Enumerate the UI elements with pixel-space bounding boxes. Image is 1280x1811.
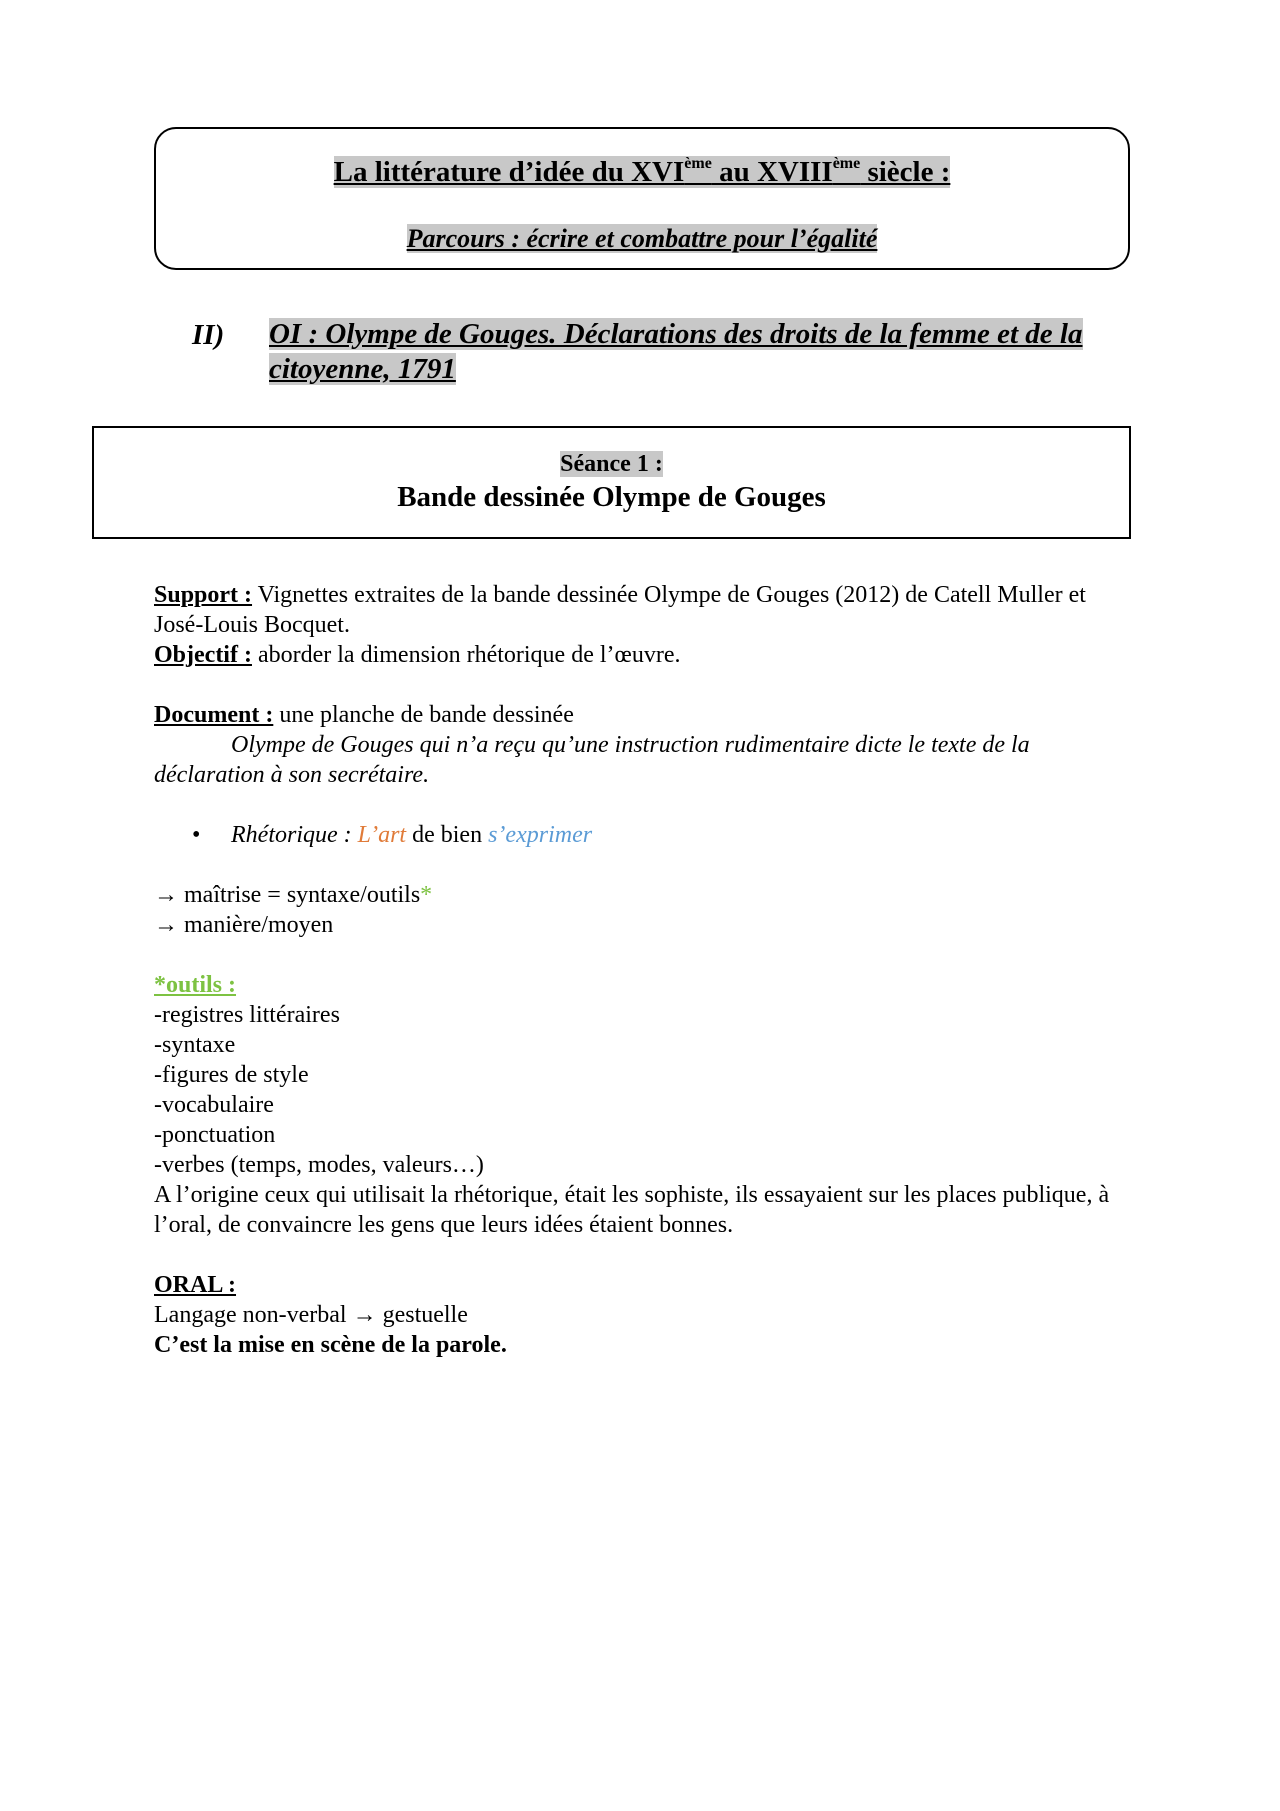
section-title-text: OI : Olympe de Gouges. Déclarations des droits de la femme et de la citoyenne, 1791	[269, 318, 1083, 385]
bullet-prefix: Rhétorique :	[231, 822, 358, 848]
outils-label: *outils :	[154, 972, 237, 998]
outils-item: -verbes (temps, modes, valeurs…)	[154, 1152, 484, 1178]
content-body	[154, 580, 1114, 1360]
outils-item: -registres littéraires	[154, 1002, 340, 1028]
outils-item: -ponctuation	[154, 1122, 276, 1148]
asterisk-mark: *	[420, 882, 433, 908]
bullet-item-rhetorique	[154, 820, 1114, 850]
objectif-paragraph	[154, 640, 1114, 670]
bullet-art: L’art	[357, 822, 407, 848]
oral-line: Langage non-verbal → gestuelle	[154, 1302, 468, 1328]
origine-paragraph: A l’origine ceux qui utilisait la rhétorique, était les sophiste, ils essayaient sur les places publique, à l’oral, de convaincre les gens que leurs idées étaient bonnes.	[154, 1182, 1110, 1238]
subtitle-text: Parcours : écrire et combattre pour l’égalité	[406, 224, 878, 253]
seance-box	[92, 426, 1131, 539]
seance-label-text: Séance 1 :	[560, 451, 663, 477]
spacer	[154, 850, 1114, 880]
title-superscript-1: ème	[684, 155, 712, 172]
oral-label: ORAL :	[154, 1272, 237, 1298]
section-title	[269, 317, 1131, 387]
support-paragraph	[154, 580, 1114, 640]
document-subtitle	[156, 224, 1128, 254]
objectif-label: Objectif :	[154, 642, 252, 668]
outils-item: -figures de style	[154, 1062, 309, 1088]
document-title	[156, 155, 1128, 190]
spacer	[154, 1240, 1114, 1270]
arrow-line-maniere: → manière/moyen	[154, 912, 334, 938]
objectif-text: aborder la dimension rhétorique de l’œuvre.	[251, 642, 681, 668]
bullet-middle: de bien	[406, 822, 489, 848]
title-part-1: La littérature d’idée du XVI	[333, 156, 685, 188]
title-highlight	[334, 156, 951, 188]
quote-paragraph: Olympe de Gouges qui n’a reçu qu’une instruction rudimentaire dicte le texte de la déclaration à son secrétaire.	[154, 732, 1030, 788]
spacer	[154, 940, 1114, 970]
arrow-text-maitrise: → maîtrise = syntaxe/outils	[154, 882, 421, 908]
support-label: Support :	[154, 582, 253, 608]
document-text: une planche de bande dessinée	[273, 702, 574, 728]
seance-label	[94, 451, 1129, 478]
bullet-exprimer: s’exprimer	[488, 822, 593, 848]
title-part-3: siècle :	[860, 156, 951, 188]
bullet-icon: •	[192, 822, 201, 848]
arrow-line-maitrise	[154, 880, 1114, 910]
title-part-2: au XVIII	[711, 156, 833, 188]
seance-title: Bande dessinée Olympe de Gouges	[397, 481, 826, 513]
spacer	[154, 670, 1114, 700]
support-text: Vignettes extraites de la bande dessinée Olympe de Gouges (2012) de Catell Muller et José-Louis Bocquet.	[154, 582, 1086, 638]
document-label: Document :	[154, 702, 274, 728]
section-number: II)	[192, 319, 225, 351]
outils-item: -vocabulaire	[154, 1092, 274, 1118]
outils-item: -syntaxe	[154, 1032, 236, 1058]
document-paragraph	[154, 700, 1114, 730]
spacer	[154, 790, 1114, 820]
conclusion-line: C’est la mise en scène de la parole.	[154, 1332, 507, 1358]
title-box	[154, 127, 1130, 270]
title-superscript-2: ème	[832, 155, 861, 172]
